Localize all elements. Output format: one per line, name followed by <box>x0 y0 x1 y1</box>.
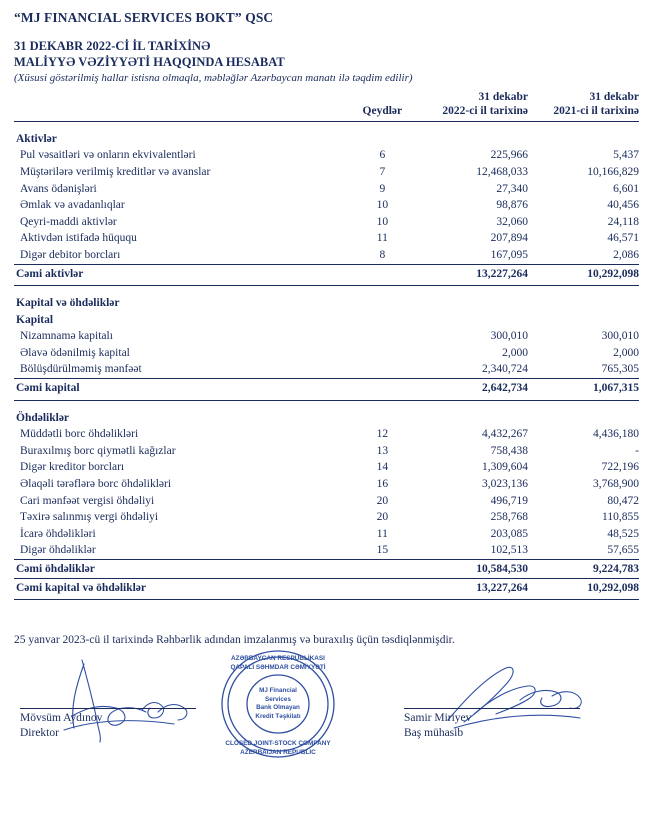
stamp-line-2: Services <box>265 695 291 703</box>
signature-block-chief-accountant <box>404 708 594 740</box>
column-header-2022-line2: 2022-ci il tarixinə <box>442 105 529 118</box>
financial-position-table <box>14 90 639 600</box>
signature-area <box>14 652 639 772</box>
spacer <box>14 121 639 131</box>
total-equity-liabilities-row: Cəmi kapital və öhdəliklər 13,227,264 10,292,098 <box>16 581 639 594</box>
report-title-line-2: MALİYYƏ VƏZİYYƏTİ HAQQINDA HESABAT <box>14 55 285 69</box>
company-stamp <box>219 648 337 760</box>
svg-text:QAPALI SƏHMDAR CƏMİYYƏTİ: QAPALI SƏHMDAR CƏMİYYƏTİ <box>230 664 326 672</box>
column-header-2022 <box>417 90 528 119</box>
subsection-heading-equity: Kapital <box>16 313 54 326</box>
table-row: Digər kreditor borcları 14 1,309,604 722,196 <box>20 461 639 474</box>
table-header <box>14 90 639 119</box>
approval-statement: 25 yanvar 2023-cü il tarixində Rəhbərlik adından imzalanmış və buraxılış üçün təsdiqlənmişdir. <box>14 634 455 647</box>
total-liabilities-row: Cəmi öhdəliklər 10,584,530 9,224,783 <box>16 563 639 575</box>
spacer <box>14 286 639 296</box>
report-title-line-1: 31 DEKABR 2022-Cİ İL TARİXİNƏ <box>14 39 211 53</box>
signatory-name-director: Mövsüm Aydınov <box>20 712 103 725</box>
signatory-role-accountant: Baş mühasib <box>404 726 464 739</box>
stamp-center-text <box>219 648 337 760</box>
column-header-2022-line1: 31 dekabr <box>478 91 529 103</box>
table-row: Nizamnamə kapitalı 300,010 300,010 <box>20 330 639 343</box>
table-row: Qeyri-maddi aktivlər 10 32,060 24,118 <box>20 215 639 228</box>
table-row: Pul vəsaitləri və onların ekvivalentləri 6 225,966 5,437 <box>20 149 639 162</box>
table-row: Əmlak və avadanlıqlar 10 98,876 40,456 <box>20 199 639 212</box>
table-row: İcarə öhdəlikləri 11 203,085 48,525 <box>20 527 639 540</box>
table-row: Aktivdən istifadə hüququ 11 207,894 46,571 <box>20 232 639 245</box>
table-row: Avans ödənişləri 9 27,340 6,601 <box>20 182 639 195</box>
column-header-2021-line2: 2021-ci il tarixinə <box>553 105 639 118</box>
table-row: Digər öhdəliklər 15 102,513 57,655 <box>20 544 639 557</box>
table-row: Əlaqəli tərəflərə borc öhdəlikləri 16 3,023,136 3,768,900 <box>20 478 639 491</box>
table-row: Müştərilərə verilmiş kreditlər və avanslar 7 12,468,033 10,166,829 <box>20 165 639 178</box>
signatory-name-accountant: Samir Miriyev <box>404 712 472 725</box>
table-body <box>14 119 639 600</box>
stamp-line-3: Bank Olmayan <box>256 704 300 712</box>
svg-text:AZƏRBAYCAN RESPUBLİKASI: AZƏRBAYCAN RESPUBLİKASI <box>231 655 325 663</box>
stamp-line-4: Kredit Təşkilatı <box>255 712 301 720</box>
total-equity-row: Cəmi kapital 2,642,734 1,067,315 <box>16 382 639 395</box>
company-name: “MJ FINANCIAL SERVICES BOKT” QSC <box>14 10 274 25</box>
table-row: Cari mənfəət vergisi öhdəliyi 20 496,719 80,472 <box>20 494 639 507</box>
signature-block-director <box>20 708 210 740</box>
column-header-notes: Qeydlər <box>362 105 403 118</box>
signature-line <box>404 708 580 709</box>
table-row: Müddətli borc öhdəlikləri 12 4,432,267 4,436,180 <box>20 428 639 441</box>
table-row: Bölüşdürülməmiş mənfəət 2,340,724 765,305 <box>20 363 639 376</box>
svg-text:AZERBAIJAN REPUBLIC: AZERBAIJAN REPUBLIC <box>240 749 316 757</box>
document-header <box>0 0 653 84</box>
table-row: Digər debitor borcları 8 167,095 2,086 <box>20 248 639 261</box>
signatory-role-director: Direktor <box>20 726 59 739</box>
column-header-2021 <box>528 90 639 119</box>
column-header-2021-line1: 31 dekabr <box>589 91 639 103</box>
signature-line <box>20 708 196 709</box>
section-heading-liabilities: Öhdəliklər <box>16 411 70 424</box>
currency-note: (Xüsusi göstərilmiş hallar istisna olmaqla, məbləğlər Azərbaycan manatı ilə təqdim edilir) <box>14 72 413 84</box>
total-assets-row: Cəmi aktivlər 13,227,264 10,292,098 <box>16 267 639 280</box>
svg-text:CLOSED JOINT-STOCK COMPANY: CLOSED JOINT-STOCK COMPANY <box>225 740 331 748</box>
column-header-label <box>14 90 348 119</box>
grandtotal-rule-bottom <box>14 596 639 600</box>
section-heading-equity-liabilities: Kapital və öhdəliklər <box>16 297 120 310</box>
stamp-line-1: MJ Financial <box>259 687 297 695</box>
table-row: Əlavə ödənilmiş kapital 2,000 2,000 <box>20 346 639 359</box>
table-row: Buraxılmış borc qiymətli kağızlar 13 758,438 - <box>20 444 639 457</box>
table-row: Təxirə salınmış vergi öhdəliyi 20 258,768 110,855 <box>20 511 639 524</box>
spacer <box>14 400 639 410</box>
section-heading-assets: Aktivlər <box>16 132 57 145</box>
